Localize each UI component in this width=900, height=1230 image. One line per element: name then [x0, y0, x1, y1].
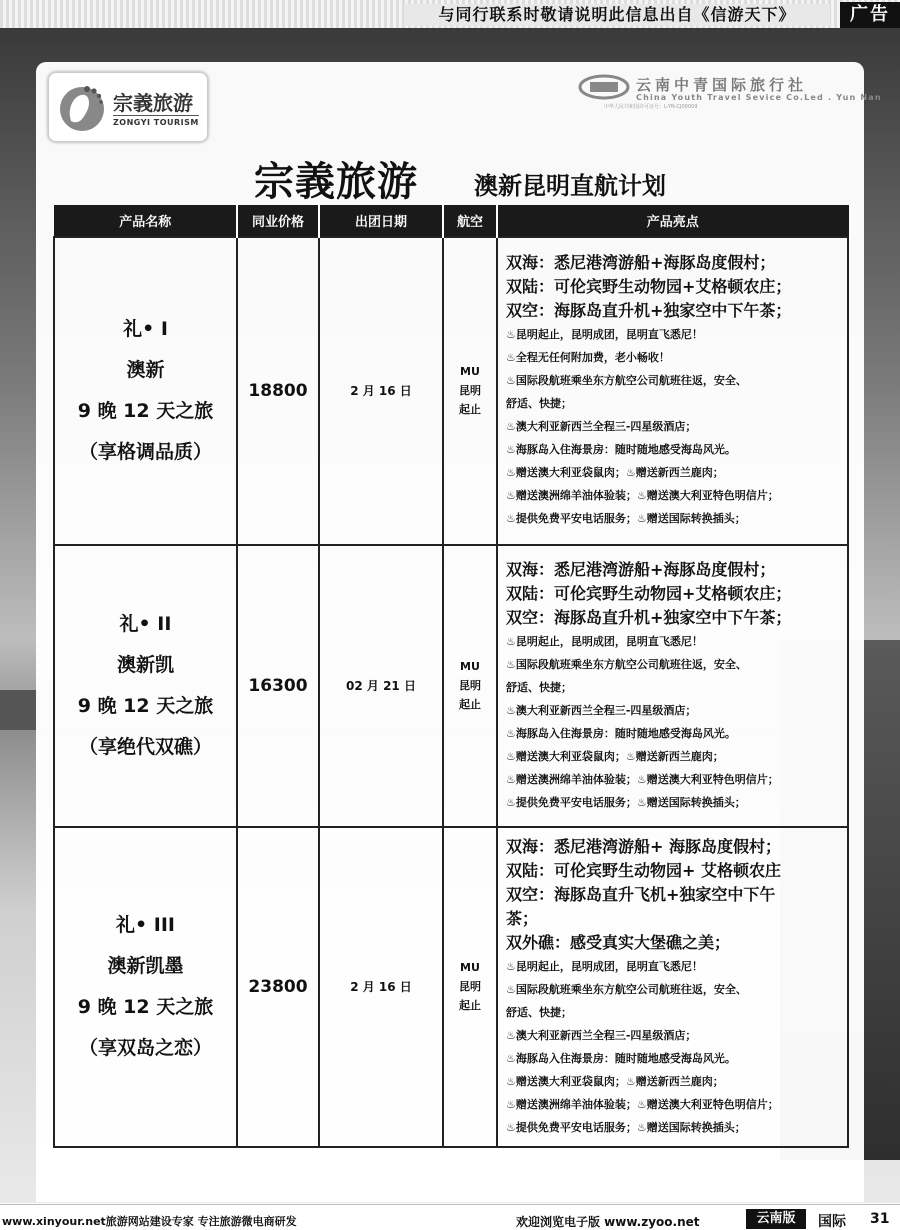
brand-logo: [48, 72, 208, 142]
highlights-cell: [497, 237, 848, 545]
table-row: [54, 545, 848, 827]
airline-cell: [443, 827, 497, 1147]
highlight-detail: ♨国际段航班乘坐东方航空公司航班往返，安全、: [506, 657, 747, 671]
airline-line: 起止: [459, 698, 481, 711]
footprint-logo-icon: [57, 81, 107, 133]
product-name-line: （享双岛之恋）: [78, 1036, 212, 1059]
airline-line: 昆明: [459, 980, 481, 993]
table-row: [54, 237, 848, 545]
highlight-main: 双海：悉尼港湾游船+海豚岛度假村；: [506, 559, 776, 579]
highlight-detail: ♨赠送澳大利亚袋鼠肉；♨赠送新西兰鹿肉；: [506, 1074, 724, 1088]
footer-edition: 云南版: [746, 1209, 806, 1229]
highlight-detail: ♨海豚岛入住海景房：随时随地感受海岛风光。: [506, 1051, 736, 1065]
airline-line: MU: [460, 660, 480, 673]
ad-label: 广告: [840, 2, 900, 28]
airline-cell: [443, 237, 497, 545]
product-name-line: 澳新凯墨: [107, 954, 184, 977]
agency-name-en: China Youth Travel Sevice Co.Led . Yun Nan: [636, 93, 882, 102]
itinerary-table: [53, 205, 849, 1148]
airline-line: MU: [460, 961, 480, 974]
product-name-cell: [54, 237, 237, 545]
highlight-main: 双空：海豚岛直升机+独家空中下午茶；: [506, 607, 792, 627]
price-cell: 16300: [237, 545, 319, 827]
highlight-detail: ♨昆明起止，昆明成团，昆明直飞悉尼！: [506, 959, 703, 973]
product-name-line: （享格调品质）: [78, 440, 212, 463]
departure-date-cell: 2 月 16 日: [319, 827, 443, 1147]
highlight-detail: ♨赠送澳大利亚袋鼠肉；♨赠送新西兰鹿肉；: [506, 749, 724, 763]
departure-date-cell: 02 月 21 日: [319, 545, 443, 827]
airline-line: 起止: [459, 403, 481, 416]
logo-name-en: ZONGYI TOURISM: [113, 115, 199, 127]
background-rock: [0, 690, 40, 730]
highlight-detail: ♨澳大利亚新西兰全程三-四星级酒店；: [506, 420, 697, 433]
highlight-main: 双海：悉尼港湾游船+ 海豚岛度假村；: [506, 836, 781, 856]
price-cell: 18800: [237, 237, 319, 545]
brand-title: 宗義旅游: [254, 159, 418, 205]
product-name-line: 9 晚 12 天之旅: [77, 995, 214, 1018]
highlight-detail: ♨澳大利亚新西兰全程三-四星级酒店；: [506, 703, 697, 717]
highlight-detail: ♨赠送澳洲绵羊油体验装；♨赠送澳大利亚特色明信片；: [506, 489, 779, 502]
highlight-detail: ♨赠送澳洲绵羊油体验装；♨赠送澳大利亚特色明信片；: [506, 772, 779, 786]
highlight-detail: ♨提供免费平安电话服务；♨赠送国际转换插头；: [506, 512, 746, 525]
price-cell: 23800: [237, 827, 319, 1147]
highlight-detail: ♨全程无任何附加费，老小畅收！: [506, 351, 670, 364]
agency-logo-icon: [578, 74, 630, 100]
footer-welcome: 欢迎浏览电子版 www.zyoo.net: [516, 1215, 700, 1229]
airline-line: 昆明: [459, 679, 481, 692]
highlight-main: 双海：悉尼港湾游船+海豚岛度假村；: [506, 253, 776, 272]
highlight-detail: ♨昆明起止，昆明成团，昆明直飞悉尼！: [506, 328, 703, 341]
product-name-cell: [54, 827, 237, 1147]
highlights-cell: [497, 545, 848, 827]
page-number: 31: [870, 1211, 890, 1227]
table-header-row: [54, 206, 848, 237]
highlight-detail: 舒适、快捷；: [506, 1005, 572, 1019]
airline-cell: [443, 545, 497, 827]
product-name-line: 澳新: [126, 358, 165, 381]
logo-name-cn: 宗義旅游: [113, 91, 193, 115]
footer: [0, 1204, 900, 1230]
product-name-line: 礼• III: [116, 913, 175, 936]
highlight-detail: ♨提供免费平安电话服务；♨赠送国际转换插头；: [506, 795, 746, 809]
highlight-main: 双外礁：感受真实大堡礁之美；: [506, 932, 731, 952]
header-date: 出团日期: [319, 206, 443, 237]
highlight-detail: ♨赠送澳洲绵羊油体验装；♨赠送澳大利亚特色明信片；: [506, 1097, 779, 1111]
highlight-main: 双陆：可伦宾野生动物园+ 艾格顿农庄: [506, 860, 781, 880]
table-row: [54, 827, 848, 1147]
product-name-line: （享绝代双礁）: [78, 735, 212, 758]
page-title: 澳新昆明直航计划: [474, 172, 666, 200]
highlight-detail: ♨提供免费平安电话服务；♨赠送国际转换插头；: [506, 1120, 746, 1134]
product-name-cell: [54, 545, 237, 827]
product-name-line: 礼• I: [123, 317, 168, 340]
footer-section: 国际: [818, 1214, 846, 1230]
agency-license: 中华人民共和国许可证号：L-YN-CJ00009: [604, 104, 698, 110]
product-name-line: 9 晚 12 天之旅: [77, 694, 214, 717]
highlight-detail: 舒适、快捷；: [506, 397, 572, 410]
highlight-detail: ♨海豚岛入住海景房：随时随地感受海岛风光。: [506, 726, 736, 740]
highlight-detail: ♨赠送澳大利亚袋鼠肉；♨赠送新西兰鹿肉；: [506, 466, 724, 479]
header-airline: 航空: [443, 206, 497, 237]
airline-line: 起止: [459, 999, 481, 1012]
airline-line: MU: [460, 365, 480, 378]
highlight-main: 茶；: [506, 908, 539, 928]
product-name-line: 澳新凯: [116, 653, 174, 676]
departure-date-cell: 2 月 16 日: [319, 237, 443, 545]
header-price: 同业价格: [237, 206, 319, 237]
highlight-main: 双陆：可伦宾野生动物园+艾格顿农庄；: [506, 583, 792, 603]
highlight-detail: ♨昆明起止，昆明成团，昆明直飞悉尼！: [506, 634, 703, 648]
footer-left-text: www.xinyour.net旅游网站建设专家 专注旅游微电商研发: [2, 1215, 297, 1228]
product-name-line: 礼• II: [119, 612, 172, 635]
highlight-detail: ♨海豚岛入住海景房：随时随地感受海岛风光。: [506, 443, 736, 456]
top-notice: 与同行联系时敬请说明此信息出自《信游天下》: [404, 4, 830, 26]
highlight-main: 双空：海豚岛直升飞机+独家空中下午: [506, 884, 776, 904]
highlight-main: 双陆：可伦宾野生动物园+艾格顿农庄；: [506, 277, 792, 296]
highlight-detail: ♨国际段航班乘坐东方航空公司航班往返，安全、: [506, 982, 747, 996]
highlight-detail: ♨国际段航班乘坐东方航空公司航班往返，安全、: [506, 374, 747, 387]
highlight-detail: 舒适、快捷；: [506, 680, 572, 694]
highlights-cell: [497, 827, 848, 1147]
header-product-name: 产品名称: [54, 206, 237, 237]
highlight-detail: ♨澳大利亚新西兰全程三-四星级酒店；: [506, 1028, 697, 1042]
product-name-line: 9 晚 12 天之旅: [77, 399, 214, 422]
agency-name-cn: 云南中青国际旅行社: [636, 76, 808, 94]
header-highlights: 产品亮点: [497, 206, 848, 237]
highlight-main: 双空：海豚岛直升机+独家空中下午茶；: [506, 301, 792, 320]
airline-line: 昆明: [459, 384, 481, 397]
